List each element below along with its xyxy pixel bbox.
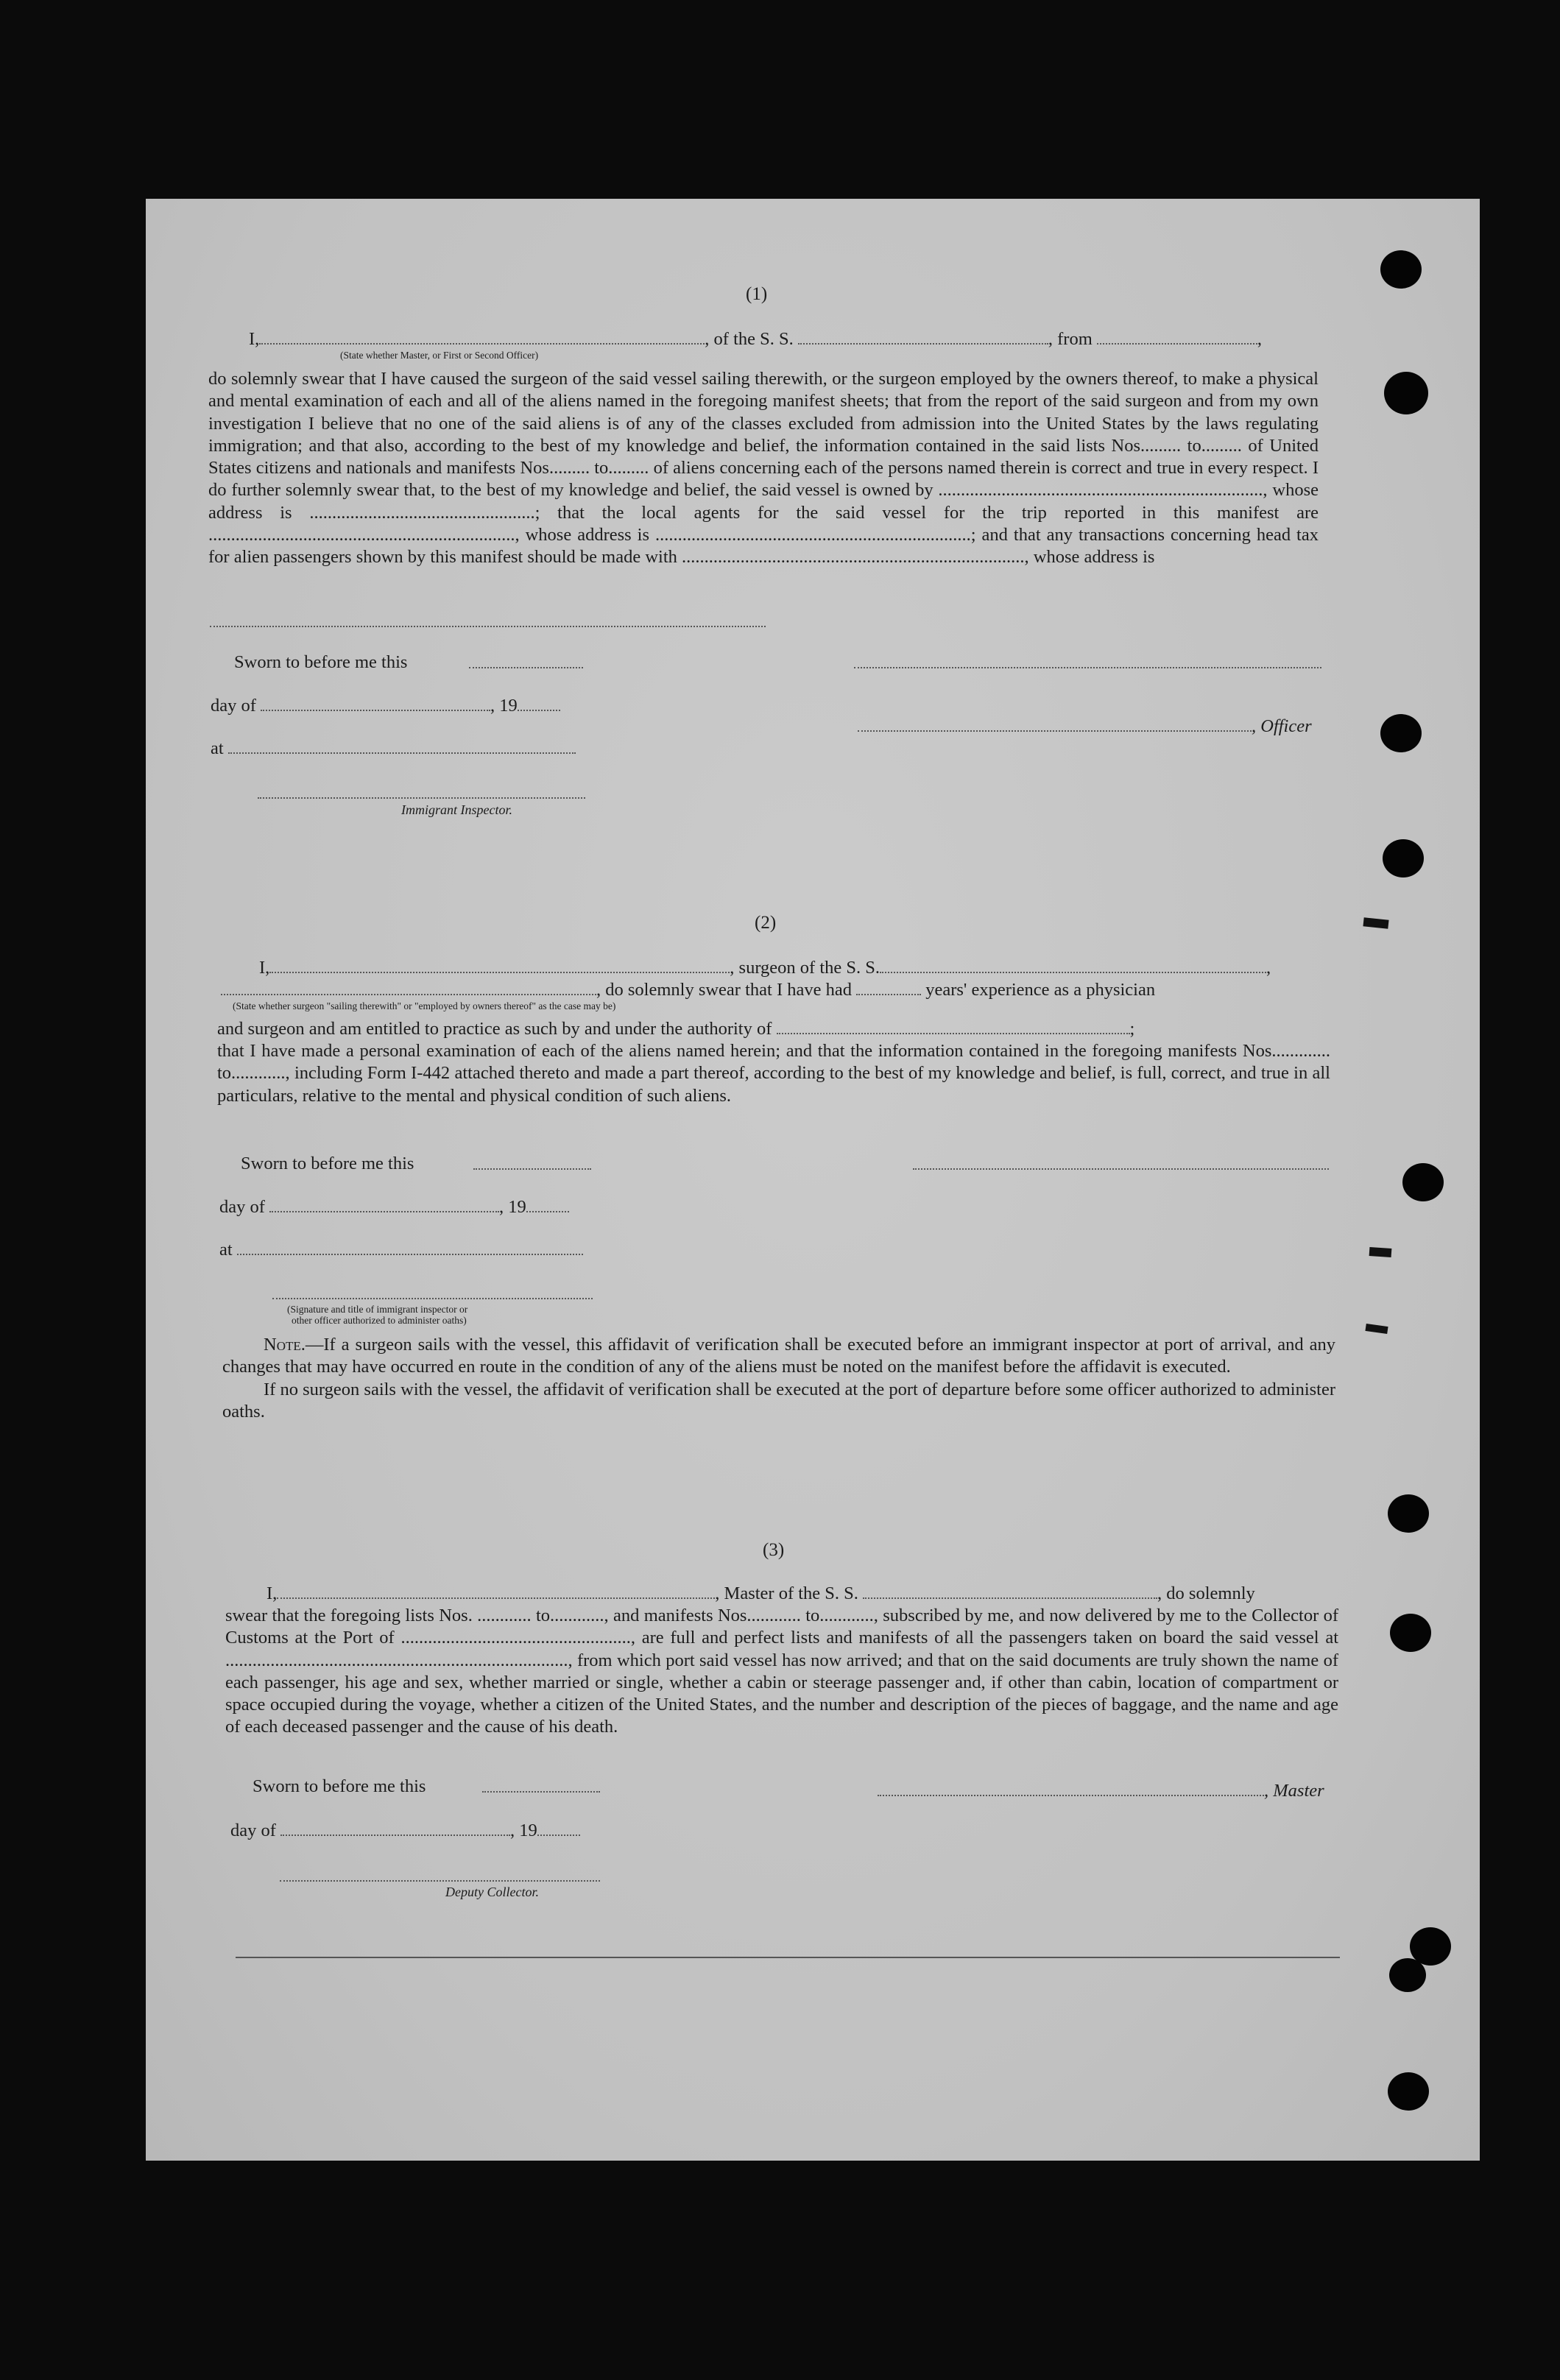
month-field[interactable] (261, 696, 490, 711)
label-i: I, (267, 1583, 278, 1603)
signature-caption-1: (Signature and title of immigrant inspector or (287, 1304, 468, 1315)
officer-title (858, 716, 1312, 738)
label-officer: , Officer (1252, 716, 1312, 736)
binder-hole (1390, 1614, 1431, 1652)
at-row (219, 1239, 583, 1261)
years-field[interactable] (856, 981, 921, 995)
binder-hole (1383, 839, 1424, 878)
section-2-line-1 (259, 957, 1271, 979)
label-authority: and surgeon and am entitled to practice as such by and under the authority of (217, 1019, 772, 1039)
label-day-of: day of (219, 1197, 265, 1217)
administering-officer-signature-line[interactable] (272, 1298, 593, 1299)
sworn-date-field[interactable] (482, 1791, 600, 1793)
surgeon-type-caption: (State whether surgeon "sailing therewith" or "employed by owners thereof" as the case may be) (233, 1000, 616, 1011)
master-signature-line[interactable] (878, 1782, 1264, 1796)
section-3-line-1 (267, 1583, 1255, 1605)
label-19: , 19 (490, 696, 518, 716)
sworn-date-field[interactable] (469, 667, 583, 668)
month-field[interactable] (269, 1198, 499, 1212)
collector-signature-line[interactable] (280, 1880, 600, 1882)
year-field[interactable] (537, 1821, 580, 1836)
label-master-ss: , Master of the S. S. (715, 1583, 858, 1603)
year-field[interactable] (518, 696, 560, 711)
label-i: I, (259, 958, 270, 978)
label-i: I, (249, 329, 260, 349)
departure-port-field[interactable] (1097, 330, 1257, 345)
section-3-oath-paragraph (225, 1605, 1338, 1739)
punct: , (1257, 329, 1263, 349)
label-of-ss: , of the S. S. (705, 329, 794, 349)
note-text: —If a surgeon sails with the vessel, this affidavit of verification shall be executed before an immigrant inspector at port of arrival, and any changes that may have occurred en route in the condition of any of the aliens must be noted on the manifest before the affidavit is executed. (222, 1335, 1335, 1377)
officer-rank-caption: (State whether Master, or First or Second Officer) (340, 350, 539, 361)
label-surgeon-ss: , surgeon of the S. S. (730, 958, 880, 978)
surgeon-name-field[interactable] (269, 958, 730, 973)
section-2-line-2 (221, 979, 1155, 1001)
master-name-field[interactable] (277, 1584, 715, 1599)
section-2-oath-paragraph (217, 1040, 1330, 1107)
sworn-date-field[interactable] (473, 1168, 591, 1170)
punct: , (1266, 958, 1271, 978)
section-2-number: (2) (755, 913, 777, 933)
authority-field[interactable] (777, 1020, 1130, 1034)
section-1-line-1 (249, 328, 1262, 350)
officer-name-field[interactable] (858, 717, 1252, 732)
label-day-of: day of (230, 1821, 276, 1840)
address-field[interactable] (210, 626, 766, 627)
officer-rank-field[interactable] (259, 330, 705, 345)
label-19: , 19 (499, 1197, 526, 1217)
day-of-row (230, 1820, 580, 1842)
binder-hole (1388, 2072, 1429, 2111)
inspector-signature-line[interactable] (258, 797, 585, 799)
label-at: at (219, 1240, 233, 1260)
vessel-name-field[interactable] (798, 330, 1048, 345)
vessel-name-field[interactable] (863, 1584, 1157, 1599)
officer-signature-line[interactable] (854, 667, 1321, 668)
note-1 (222, 1334, 1335, 1379)
label-master: , Master (1264, 1781, 1324, 1801)
note-paragraph (222, 1334, 1335, 1423)
binder-hole (1384, 372, 1428, 414)
label-19: , 19 (510, 1821, 537, 1840)
section-1-oath-paragraph (208, 368, 1319, 569)
binder-hole (1380, 250, 1422, 289)
note-label: Note. (264, 1335, 306, 1355)
binder-hole (1380, 714, 1422, 752)
day-of-row (219, 1196, 569, 1218)
binder-hole (1389, 1958, 1426, 1992)
oath-text: do solemnly swear that I have caused the surgeon of the said vessel sailing therewith, or the surgeon employed by the owners thereof, to make a physical and mental examination of each and all of the aliens named in the foregoing manifest sheets; that from the report of the said surgeon and from my own investigation I believe that no one of the said aliens is of any of the classes excluded from admission into the United States by the laws regulating immigration; and that also, according to the best of my knowledge and belief, the information contained in the said lists Nos......... to......... of United States citizens and nationals and manifests Nos......... to......... of aliens concerning each of the persons named therein is correct and true in every respect. I do further solemnly swear that, to the best of my knowledge and belief, the said vessel is owned by ........................................................................, whose address is ..................................................; that the local agents for the said vessel for the trip reported in this manifest are ...................................................................., whose address is ......................................................................; and that any transactions concerning head tax for alien passengers shown by this manifest should be made with ............................................................................, whose address is (208, 369, 1319, 568)
label-swear: , do solemnly swear that I have had (596, 980, 852, 1000)
punct: ; (1129, 1019, 1135, 1039)
month-field[interactable] (280, 1821, 510, 1836)
sworn-label: Sworn to before me this (253, 1776, 426, 1796)
surgeon-signature-line[interactable] (913, 1168, 1329, 1170)
place-field[interactable] (228, 739, 576, 754)
label-day-of: day of (211, 696, 256, 716)
binder-hole (1388, 1494, 1429, 1533)
label-do-solemnly: , do solemnly (1157, 1583, 1255, 1603)
section-3-number: (3) (763, 1540, 785, 1560)
sworn-label: Sworn to before me this (241, 1154, 414, 1173)
bottom-rule (236, 1957, 1340, 1958)
label-years: years' experience as a physician (925, 980, 1156, 1000)
place-field[interactable] (237, 1240, 583, 1255)
binder-hole (1402, 1163, 1444, 1201)
surgeon-type-field[interactable] (221, 981, 596, 995)
note-2: If no surgeon sails with the vessel, the affidavit of verification shall be executed at the port of departure before some officer authorized to administer oaths. (222, 1379, 1335, 1422)
day-of-row (211, 695, 560, 717)
vessel-name-field[interactable] (880, 958, 1266, 973)
master-title (878, 1780, 1324, 1802)
scan-mark (1369, 1247, 1392, 1257)
label-at: at (211, 738, 224, 758)
at-row (211, 738, 576, 760)
collector-caption: Deputy Collector. (445, 1885, 539, 1899)
label-from: , from (1048, 329, 1093, 349)
year-field[interactable] (526, 1198, 569, 1212)
sworn-label: Sworn to before me this (234, 652, 408, 672)
oath-text: swear that the foregoing lists Nos. ............ to............, and manifests Nos............ to............, subscribed by me, and now delivered by me to the Collector of Customs at the Port of ..................................................., are full and perfect lists and manifests of all the passengers taken on board the said vessel at ............................................................................, from which port said vessel has now arrived; and that on the said documents are truly shown the name of each passenger, his age and sex, whether married or single, whether a cabin or steerage passenger and, if other than cabin, location of compartment or space occupied during the voyage, whether a citizen of the United States, and the number and description of the pieces of baggage, and the name and age of each deceased passenger and the cause of his death. (225, 1606, 1338, 1737)
inspector-caption: Immigrant Inspector. (401, 802, 512, 817)
authority-row (217, 1018, 1134, 1040)
oath-text: that I have made a personal examination of each of the aliens named herein; and that the information contained in the foregoing manifests Nos............. to............, including Form I-442 attached thereto and made a part thereof, according to the best of my knowledge and belief, is full, correct, and true in all particulars, relative to the mental and physical condition of such aliens. (217, 1041, 1330, 1106)
section-1-number: (1) (746, 284, 768, 304)
signature-caption-2: other officer authorized to administer oaths) (292, 1315, 467, 1326)
